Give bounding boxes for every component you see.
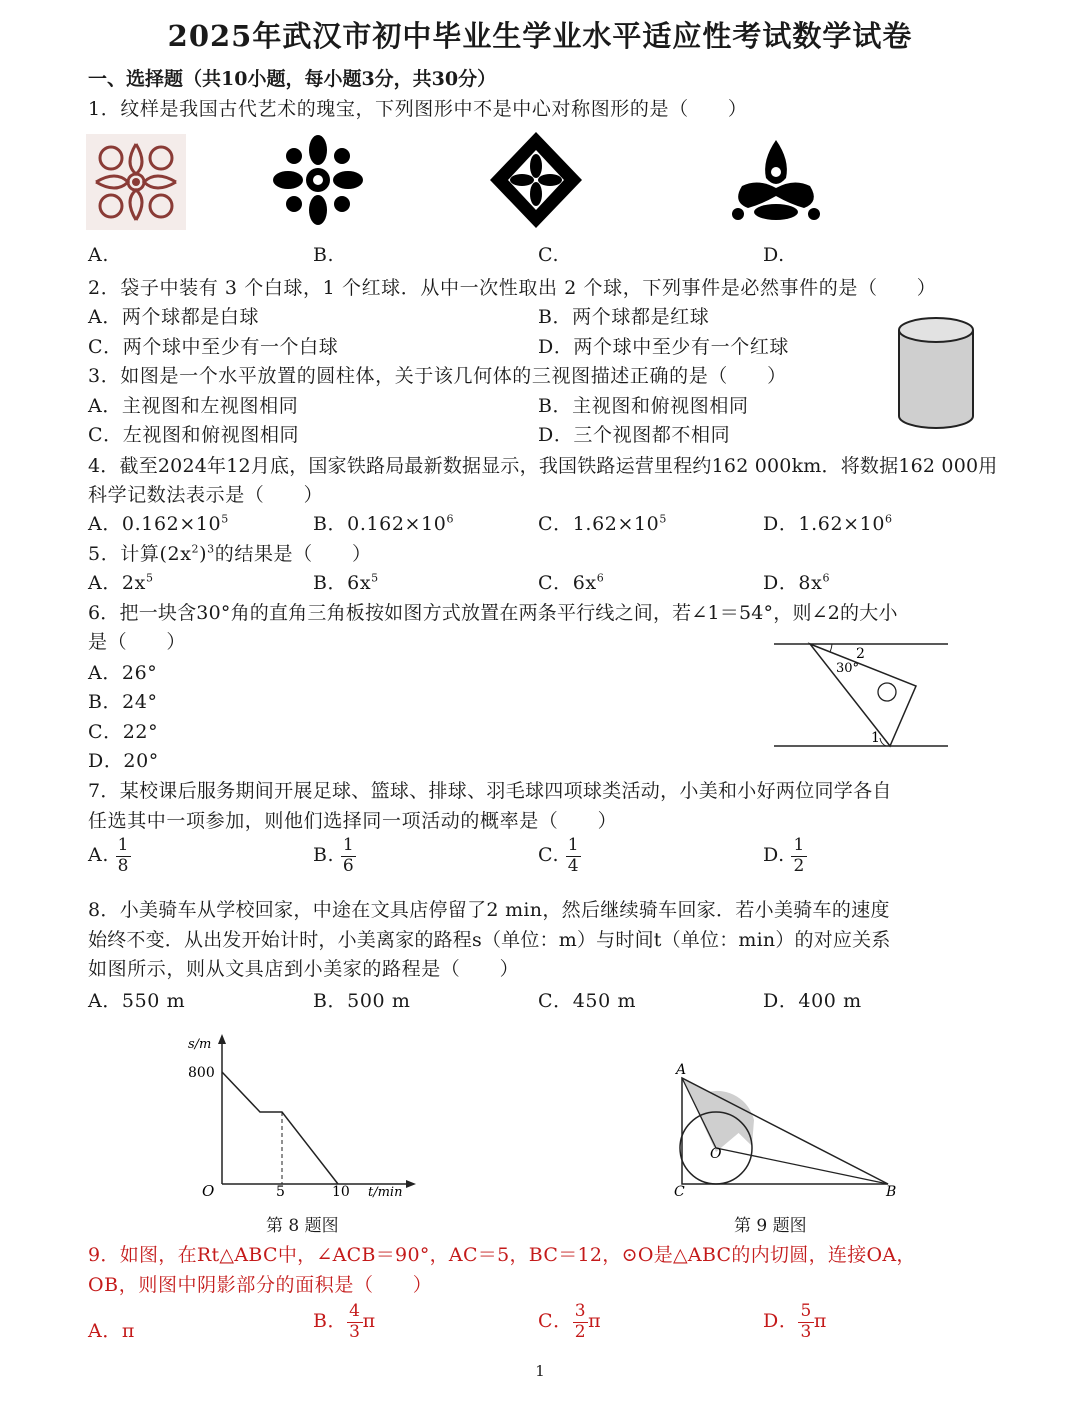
q3-option-c[interactable]: C．左视图和俯视图相同 [88,424,300,446]
q8-option-c[interactable]: C．450 m [538,990,637,1012]
q2-option-c[interactable]: C．两个球中至少有一个白球 [88,336,339,358]
q9-point-c-label: C [674,1184,685,1200]
q1-option-c[interactable]: C. [538,244,560,266]
q5-option-d[interactable]: D．$8x^6$ [763,571,831,594]
q8-stem-line3: 如图所示，则从文具店到小美家的路程是（ ） [88,958,520,980]
q9-option-d[interactable]: D． $\frac{5}{3}$ π [763,1301,827,1342]
q9-stem-line1: 9．如图，在Rt△ABC中，∠ACB＝90°，AC＝5，BC＝12，⊙O是△ABC的内切圆，连接OA， [88,1244,916,1266]
q8-option-a[interactable]: A．550 m [88,990,186,1012]
q3-option-b[interactable]: B．主视图和俯视图相同 [538,395,749,417]
q7-option-d[interactable]: D. $\frac{1}{2}$ [763,835,805,876]
q9-point-a-label: A [676,1062,687,1078]
q8-y-axis-label: s/m [188,1037,212,1052]
q2-option-b[interactable]: B．两个球都是红球 [538,306,710,328]
q6-figure [770,636,952,750]
q3-option-d[interactable]: D．三个视图都不相同 [538,424,731,446]
q1-option-b[interactable]: B. [313,244,335,266]
q1-stem: 1．纹样是我国古代艺术的瑰宝，下列图形中不是中心对称图形的是（ ） [88,98,748,120]
pattern-d-icon [728,138,824,226]
pattern-a-icon [86,134,186,230]
q1-option-d[interactable]: D. [763,244,785,266]
q9-option-b[interactable]: B． $\frac{4}{3}$ π [313,1301,376,1342]
q4-option-b[interactable]: B．$0.162\times 10^6$ [313,512,455,535]
q8-origin-label: O [202,1182,215,1200]
q9-point-o-label: O [710,1146,722,1162]
q4-stem-line1: 4．截至2024年12月底，国家铁路局最新数据显示，我国铁路运营里程约162 000km．将数据162 000用 [88,455,998,477]
q7-option-a[interactable]: A. $\frac{1}{8}$ [88,835,130,876]
q8-x-tick-5: 5 [276,1184,285,1200]
q9-figure [668,1060,908,1200]
q9-caption: 第 9 题图 [734,1216,807,1236]
q6-stem-line1: 6．把一块含30°角的直角三角板按如图方式放置在两条平行线之间，若∠1＝54°，则∠2的大小 [88,602,898,624]
q9-point-b-label: B [886,1184,897,1200]
q9-option-a[interactable]: A．π [88,1320,136,1342]
q2-stem: 2．袋子中装有 3 个白球，1 个红球．从中一次性取出 2 个球，下列事件是必然事件的是（ ） [88,277,937,299]
q4-stem-line2: 科学记数法表示是（ ） [88,484,324,506]
q8-x-axis-label: t/min [368,1185,403,1200]
q6-angle-1-label: 1 [871,730,880,746]
q8-graph [180,1030,420,1210]
cylinder-figure [896,314,976,432]
q4-option-d[interactable]: D．$1.62\times 10^6$ [763,512,893,535]
q7-option-b[interactable]: B. $\frac{1}{6}$ [313,835,355,876]
q6-angle-2-label: 2 [856,646,865,662]
q8-option-d[interactable]: D．400 m [763,990,862,1012]
q7-stem-line1: 7．某校课后服务期间开展足球、篮球、排球、羽毛球四项球类活动，小美和小好两位同学各自 [88,780,892,802]
q2-option-d[interactable]: D．两个球中至少有一个红球 [538,336,790,358]
pattern-c-icon [488,130,584,230]
q6-stem-line2: 是（ ） [88,631,187,653]
q4-option-a[interactable]: A．$0.162\times 10^5$ [88,512,229,535]
q6-option-c[interactable]: C．22° [88,721,159,743]
q3-option-a[interactable]: A．主视图和左视图相同 [88,395,299,417]
q2-option-a[interactable]: A．两个球都是白球 [88,306,260,328]
q6-option-b[interactable]: B．24° [88,691,158,713]
q4-option-c[interactable]: C．$1.62\times 10^5$ [538,512,667,535]
q1-option-a[interactable]: A. [88,244,109,266]
q9-stem-line2: OB，则图中阴影部分的面积是（ ） [88,1274,433,1296]
page-number: 1 [535,1362,545,1380]
q3-stem: 3．如图是一个水平放置的圆柱体，关于该几何体的三视图描述正确的是（ ） [88,365,787,387]
q5-option-c[interactable]: C．$6x^6$ [538,571,605,594]
q9-option-c[interactable]: C． $\frac{3}{2}$ π [538,1301,602,1342]
page-title: 2025年武汉市初中毕业生学业水平适应性考试数学试卷 [167,19,913,53]
q5-option-a[interactable]: A．$2x^5$ [88,571,154,594]
q6-option-d[interactable]: D．20° [88,750,159,772]
q8-stem-line2: 始终不变．从出发开始计时，小美离家的路程s（单位：m）与时间t（单位：min）的对应关系 [88,929,891,951]
q5-option-b[interactable]: B．$6x^5$ [313,571,379,594]
q8-stem-line1: 8．小美骑车从学校回家，中途在文具店停留了2 min，然后继续骑车回家．若小美骑车的速度 [88,899,890,921]
q6-option-a[interactable]: A．26° [88,662,158,684]
q8-caption: 第 8 题图 [266,1216,339,1236]
q7-stem-line2: 任选其中一项参加，则他们选择同一项活动的概率是（ ） [88,810,618,832]
q5-stem: 5．计算$(2x^2)^3$的结果是（ ） [88,542,372,565]
q8-option-b[interactable]: B．500 m [313,990,411,1012]
q8-x-tick-10: 10 [332,1184,350,1200]
q8-y-tick-800: 800 [188,1065,215,1081]
section-heading: 一、选择题（共10小题，每小题3分，共30分） [88,68,497,90]
pattern-b-icon [272,134,364,226]
q6-angle-30-label: 30° [836,661,860,676]
q7-option-c[interactable]: C. $\frac{1}{4}$ [538,835,580,876]
